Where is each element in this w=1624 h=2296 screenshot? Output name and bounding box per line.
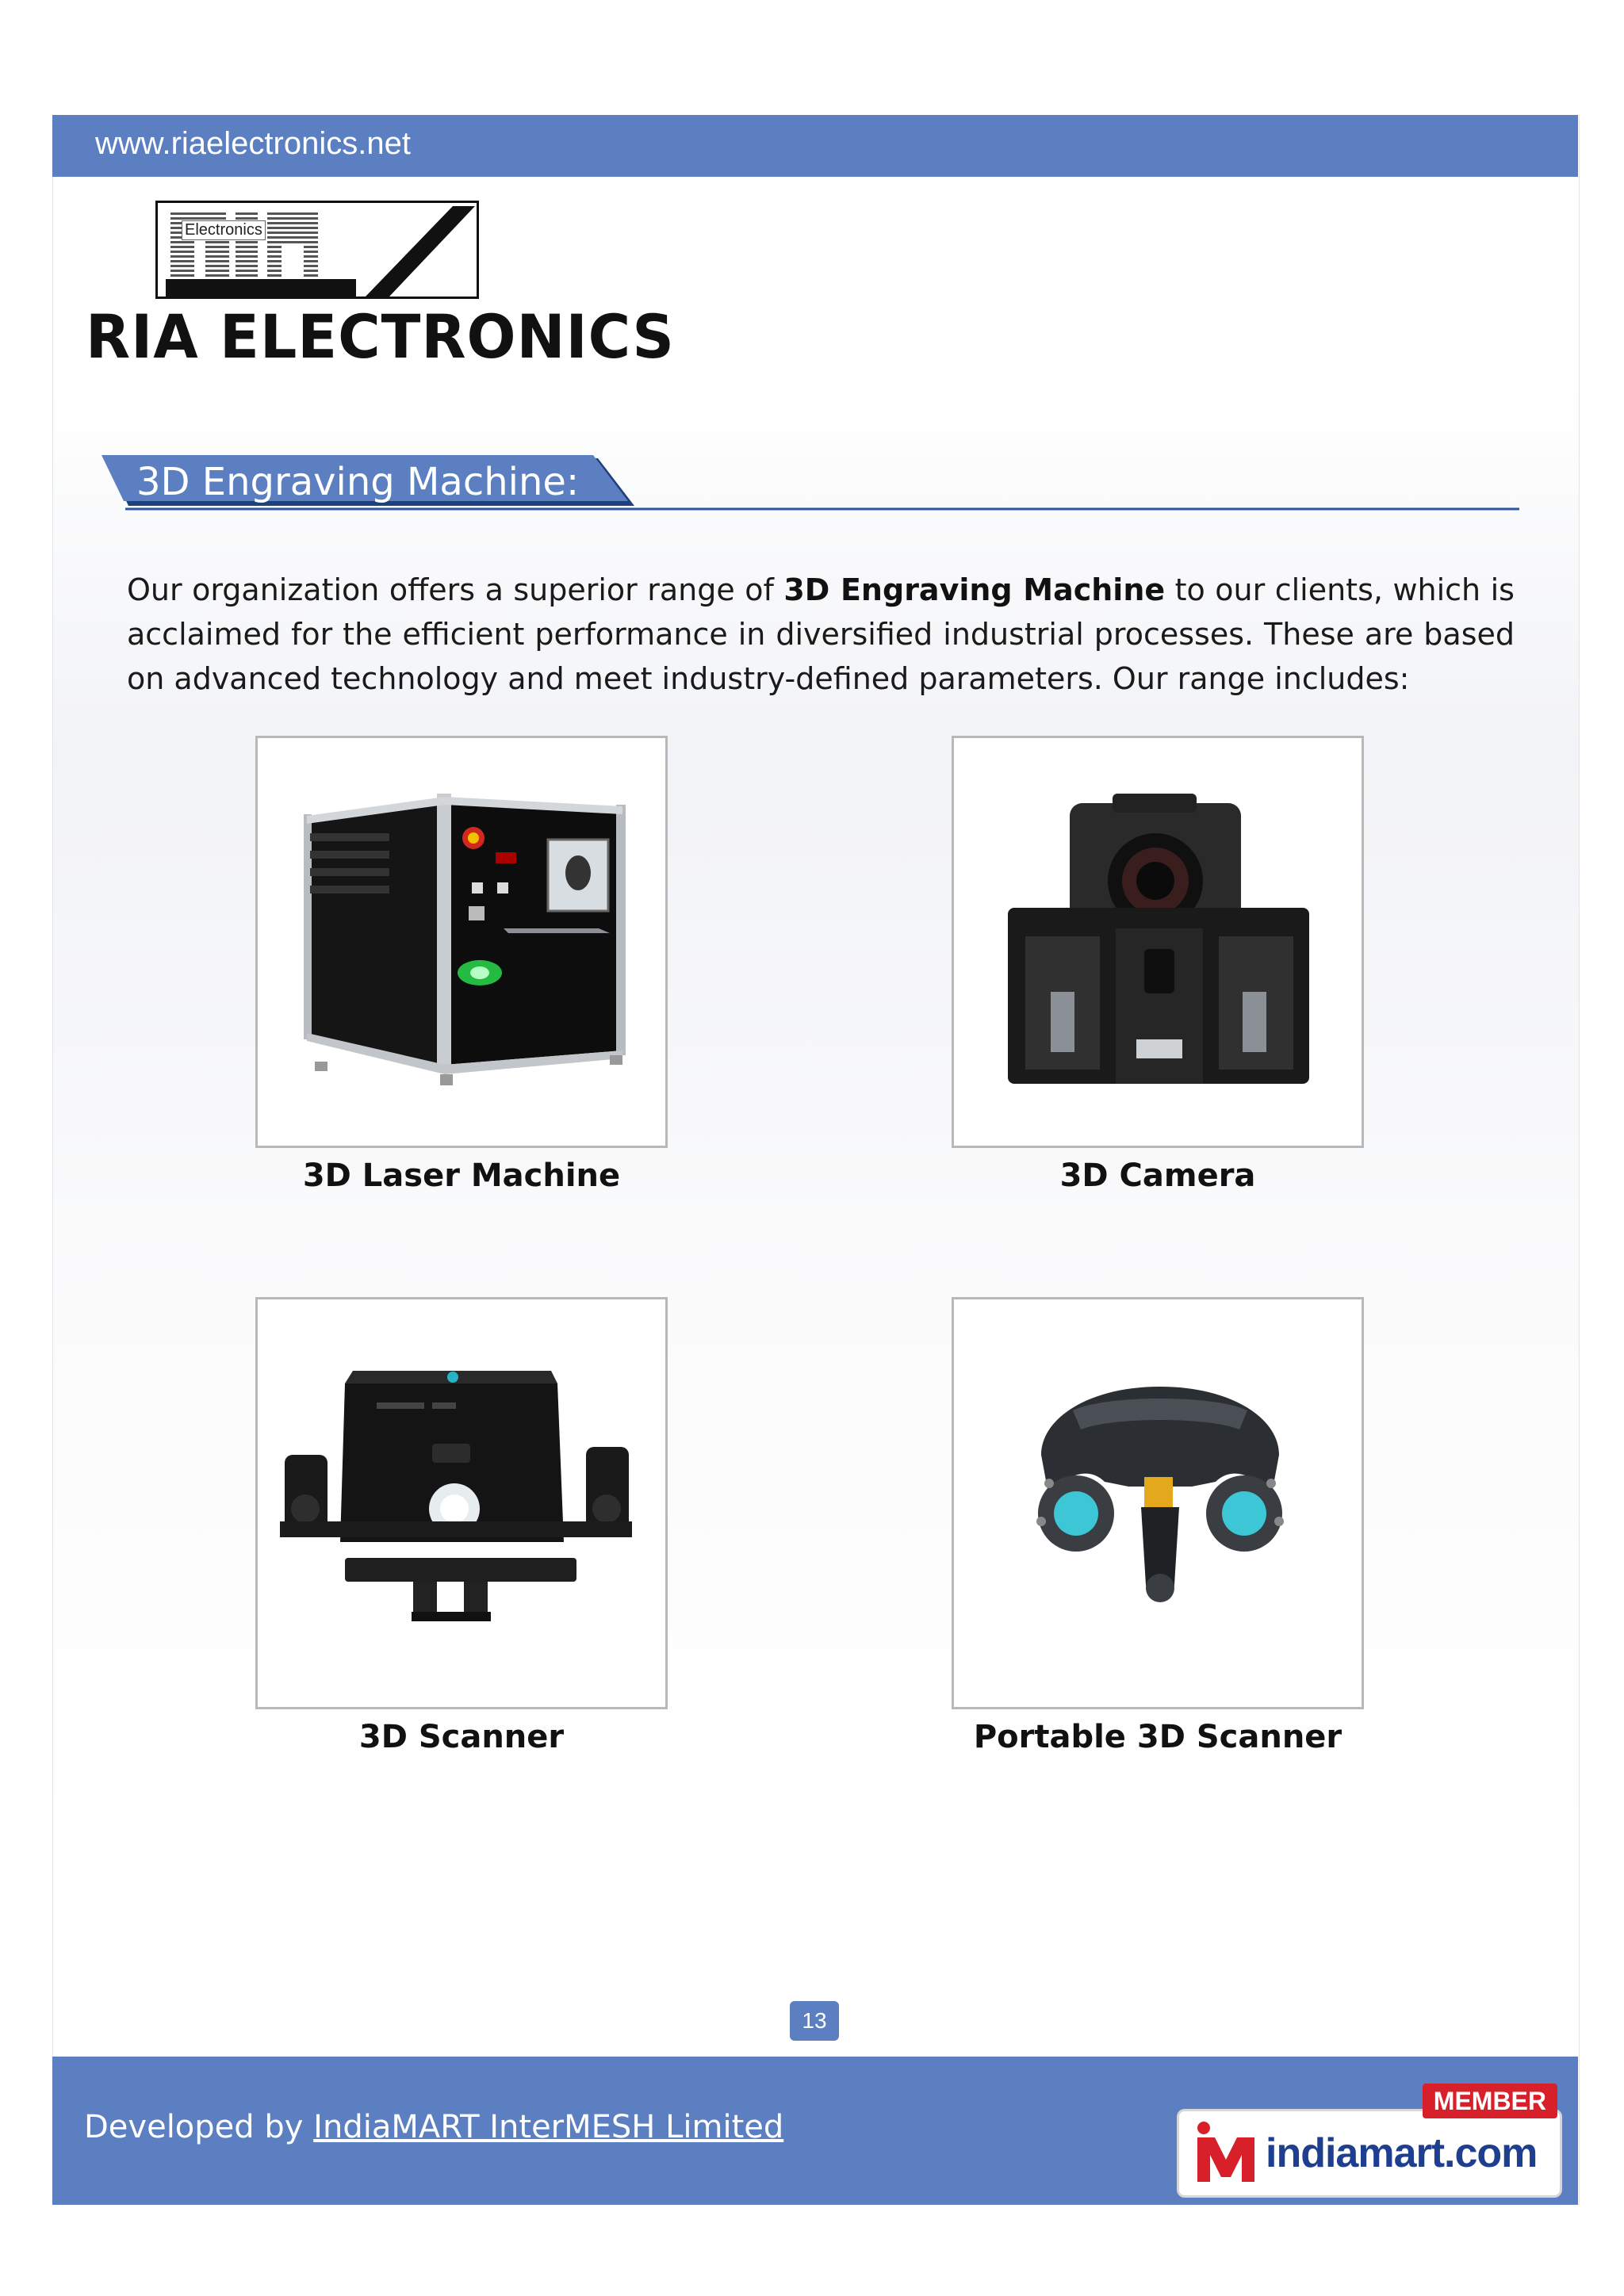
- product-image-3d-scanner[interactable]: [255, 1297, 668, 1709]
- product-image-portable-3d-scanner[interactable]: [952, 1297, 1364, 1709]
- product-caption-3d-laser-machine: 3D Laser Machine: [302, 1158, 621, 1194]
- product-caption-3d-camera: 3D Camera: [1059, 1158, 1256, 1194]
- brand-name: RIA ELECTRONICS: [86, 301, 675, 372]
- header-bar: [52, 115, 1578, 177]
- logo-small-text: Electronics: [182, 220, 266, 240]
- product-caption-portable-3d-scanner: Portable 3D Scanner: [973, 1719, 1342, 1755]
- page-number: 13: [790, 2001, 839, 2041]
- product-caption-3d-scanner: 3D Scanner: [358, 1719, 565, 1755]
- developed-by-text: [84, 2109, 783, 2145]
- website-url[interactable]: www.riaelectronics.net: [95, 126, 411, 161]
- developed-by-label: Developed by: [84, 2109, 314, 2145]
- intro-text-start: Our organization offers a superior range of: [127, 572, 784, 607]
- indiamart-brand: indiamart.com: [1266, 2130, 1538, 2176]
- footer-bar: [52, 2057, 1578, 2205]
- product-image-3d-laser-machine[interactable]: [255, 736, 668, 1148]
- scanner-icon: [258, 1299, 668, 1709]
- indiamart-m-icon: [1186, 2115, 1266, 2198]
- logo-mark-icon: [158, 203, 481, 301]
- product-image-3d-camera[interactable]: [952, 736, 1364, 1148]
- section-heading: [102, 455, 1519, 515]
- intro-text-end: to our clients, which is acclaimed for the efficient performance in diversified industrial processes. These are based on advanced technology and meet industry-defined parameters. Our range includes:: [127, 572, 1515, 696]
- intro-paragraph: [127, 568, 1515, 701]
- camera-icon: [954, 738, 1364, 1148]
- company-logo: [155, 201, 479, 299]
- indiamart-member-badge[interactable]: [1177, 2084, 1562, 2202]
- laser-machine-icon: [258, 738, 668, 1148]
- developer-link[interactable]: IndiaMART InterMESH Limited: [313, 2109, 784, 2145]
- section-title: 3D Engraving Machine:: [136, 460, 580, 504]
- intro-product-name: 3D Engraving Machine: [783, 572, 1166, 607]
- portable-scanner-icon: [954, 1299, 1364, 1709]
- member-label: MEMBER: [1423, 2084, 1557, 2118]
